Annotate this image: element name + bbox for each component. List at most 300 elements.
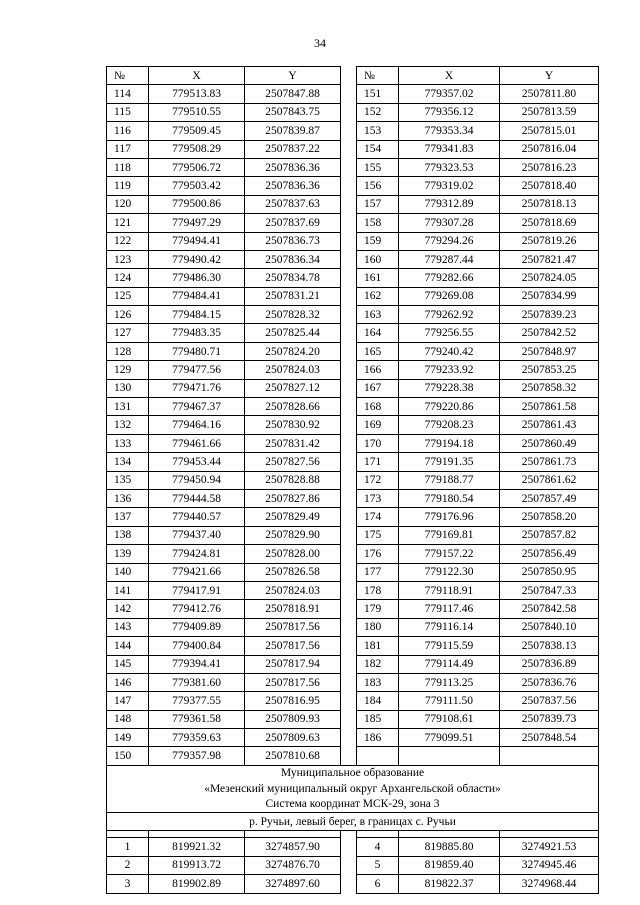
x-coordinate: 779461.66 — [149, 434, 245, 452]
point-number: 154 — [357, 140, 399, 158]
x-coordinate: 779477.56 — [149, 361, 245, 379]
table-row — [107, 287, 599, 305]
y-coordinate — [500, 747, 599, 765]
header-number: № — [357, 67, 399, 85]
point-number: 149 — [107, 729, 149, 747]
x-coordinate: 779513.83 — [149, 85, 245, 103]
table-row — [107, 875, 599, 893]
y-coordinate: 2507856.49 — [500, 545, 599, 563]
point-number: 153 — [357, 122, 399, 140]
y-coordinate: 2507842.52 — [500, 324, 599, 342]
y-coordinate: 2507815.01 — [500, 122, 599, 140]
coordinates-table — [106, 66, 599, 894]
y-coordinate: 2507860.49 — [500, 434, 599, 452]
table-row — [107, 563, 599, 581]
column-gap — [341, 158, 357, 176]
x-coordinate: 779357.02 — [399, 85, 500, 103]
point-number: 143 — [107, 618, 149, 636]
x-coordinate: 819885.80 — [399, 838, 500, 856]
x-coordinate: 779113.25 — [399, 673, 500, 691]
table-row — [107, 545, 599, 563]
column-gap — [341, 710, 357, 728]
table-row — [107, 416, 599, 434]
point-number: 136 — [107, 489, 149, 507]
y-coordinate: 2507836.73 — [245, 232, 341, 250]
table-row — [107, 85, 599, 103]
y-coordinate: 2507824.03 — [245, 581, 341, 599]
column-gap — [341, 856, 357, 874]
column-gap — [341, 434, 357, 452]
x-coordinate: 819921.32 — [149, 838, 245, 856]
y-coordinate: 2507839.73 — [500, 710, 599, 728]
table-row — [107, 269, 599, 287]
x-coordinate: 779483.35 — [149, 324, 245, 342]
point-number: 126 — [107, 306, 149, 324]
point-number: 151 — [357, 85, 399, 103]
y-coordinate: 2507824.05 — [500, 269, 599, 287]
point-number: 124 — [107, 269, 149, 287]
y-coordinate: 2507847.88 — [245, 85, 341, 103]
column-gap — [341, 306, 357, 324]
y-coordinate: 2507836.36 — [245, 158, 341, 176]
point-number: 135 — [107, 471, 149, 489]
point-number: 178 — [357, 581, 399, 599]
point-number: 168 — [357, 398, 399, 416]
column-gap — [341, 729, 357, 747]
point-number: 1 — [107, 838, 149, 856]
x-coordinate: 779191.35 — [399, 453, 500, 471]
x-coordinate — [399, 747, 500, 765]
point-number: 160 — [357, 250, 399, 268]
point-number: 181 — [357, 637, 399, 655]
table-row — [107, 526, 599, 544]
table-row — [107, 692, 599, 710]
x-coordinate: 779117.46 — [399, 600, 500, 618]
point-number: 166 — [357, 361, 399, 379]
column-gap — [341, 250, 357, 268]
y-coordinate: 2507836.36 — [245, 177, 341, 195]
point-number: 172 — [357, 471, 399, 489]
column-gap — [341, 67, 357, 85]
table-row — [107, 618, 599, 636]
point-number — [357, 747, 399, 765]
point-number: 120 — [107, 195, 149, 213]
column-gap — [341, 361, 357, 379]
point-number: 118 — [107, 158, 149, 176]
y-coordinate: 2507847.33 — [500, 581, 599, 599]
y-coordinate: 2507836.34 — [245, 250, 341, 268]
table-row — [107, 489, 599, 507]
x-coordinate: 779099.51 — [399, 729, 500, 747]
column-gap — [341, 103, 357, 121]
point-number: 127 — [107, 324, 149, 342]
y-coordinate: 2507839.87 — [245, 122, 341, 140]
y-coordinate: 2507836.76 — [500, 673, 599, 691]
table-row — [107, 177, 599, 195]
x-coordinate: 779341.83 — [399, 140, 500, 158]
x-coordinate: 779421.66 — [149, 563, 245, 581]
table-row — [107, 122, 599, 140]
x-coordinate: 779269.08 — [399, 287, 500, 305]
column-gap — [341, 875, 357, 893]
point-number: 173 — [357, 489, 399, 507]
y-coordinate: 2507843.75 — [245, 103, 341, 121]
y-coordinate: 2507811.80 — [500, 85, 599, 103]
x-coordinate: 779508.29 — [149, 140, 245, 158]
x-coordinate: 819822.37 — [399, 875, 500, 893]
x-coordinate: 779506.72 — [149, 158, 245, 176]
x-coordinate: 779484.41 — [149, 287, 245, 305]
x-coordinate: 779294.26 — [399, 232, 500, 250]
y-coordinate: 2507827.56 — [245, 453, 341, 471]
point-number: 141 — [107, 581, 149, 599]
column-gap — [341, 140, 357, 158]
table-header-row — [107, 67, 599, 85]
y-coordinate: 2507825.44 — [245, 324, 341, 342]
column-gap — [341, 398, 357, 416]
point-number: 164 — [357, 324, 399, 342]
x-coordinate: 779486.30 — [149, 269, 245, 287]
table-row — [107, 655, 599, 673]
point-number: 177 — [357, 563, 399, 581]
x-coordinate: 779450.94 — [149, 471, 245, 489]
y-coordinate: 2507830.92 — [245, 416, 341, 434]
x-coordinate: 779115.59 — [399, 637, 500, 655]
x-coordinate: 819859.40 — [399, 856, 500, 874]
column-gap — [341, 563, 357, 581]
x-coordinate: 779464.16 — [149, 416, 245, 434]
y-coordinate: 3274857.90 — [245, 838, 341, 856]
y-coordinate: 3274968.44 — [500, 875, 599, 893]
table-row — [107, 581, 599, 599]
table-row — [107, 673, 599, 691]
table-row — [107, 637, 599, 655]
x-coordinate: 779480.71 — [149, 342, 245, 360]
point-number: 133 — [107, 434, 149, 452]
x-coordinate: 779233.92 — [399, 361, 500, 379]
table-row — [107, 453, 599, 471]
table-row — [107, 600, 599, 618]
y-coordinate: 2507831.21 — [245, 287, 341, 305]
column-gap — [341, 471, 357, 489]
x-coordinate: 779400.84 — [149, 637, 245, 655]
point-number: 157 — [357, 195, 399, 213]
y-coordinate: 2507828.66 — [245, 398, 341, 416]
point-number: 148 — [107, 710, 149, 728]
y-coordinate: 2507824.03 — [245, 361, 341, 379]
x-coordinate: 819902.89 — [149, 875, 245, 893]
y-coordinate: 3274876.70 — [245, 856, 341, 874]
column-gap — [341, 508, 357, 526]
x-coordinate: 779220.86 — [399, 398, 500, 416]
x-coordinate: 779111.50 — [399, 692, 500, 710]
column-gap — [341, 122, 357, 140]
y-coordinate: 2507821.47 — [500, 250, 599, 268]
x-coordinate: 779437.40 — [149, 526, 245, 544]
x-coordinate: 779500.86 — [149, 195, 245, 213]
column-gap — [341, 655, 357, 673]
y-coordinate: 2507817.56 — [245, 618, 341, 636]
table-row — [107, 729, 599, 747]
point-number: 140 — [107, 563, 149, 581]
y-coordinate: 2507829.90 — [245, 526, 341, 544]
x-coordinate: 779240.42 — [399, 342, 500, 360]
x-coordinate: 779118.91 — [399, 581, 500, 599]
column-gap — [341, 581, 357, 599]
y-coordinate: 2507817.94 — [245, 655, 341, 673]
y-coordinate: 2507839.23 — [500, 306, 599, 324]
x-coordinate: 779194.18 — [399, 434, 500, 452]
table-row — [107, 710, 599, 728]
point-number: 171 — [357, 453, 399, 471]
point-number: 170 — [357, 434, 399, 452]
column-gap — [341, 692, 357, 710]
point-number: 117 — [107, 140, 149, 158]
y-coordinate: 2507857.82 — [500, 526, 599, 544]
point-number: 165 — [357, 342, 399, 360]
x-coordinate: 779319.02 — [399, 177, 500, 195]
column-gap — [341, 489, 357, 507]
table-row — [107, 214, 599, 232]
x-coordinate: 779497.29 — [149, 214, 245, 232]
point-number: 131 — [107, 398, 149, 416]
column-gap — [341, 287, 357, 305]
x-coordinate: 779467.37 — [149, 398, 245, 416]
column-gap — [341, 195, 357, 213]
section-title-line1: Муниципальное образование — [107, 765, 599, 781]
point-number: 175 — [357, 526, 399, 544]
point-number: 186 — [357, 729, 399, 747]
y-coordinate: 2507848.54 — [500, 729, 599, 747]
y-coordinate: 2507809.63 — [245, 729, 341, 747]
subsection-title: р. Ручьи, левый берег, в границах с. Ручьи — [107, 813, 599, 831]
y-coordinate: 2507837.56 — [500, 692, 599, 710]
x-coordinate: 779417.91 — [149, 581, 245, 599]
x-coordinate: 779424.81 — [149, 545, 245, 563]
point-number: 3 — [107, 875, 149, 893]
point-number: 144 — [107, 637, 149, 655]
subsection-row — [107, 813, 599, 831]
y-coordinate: 2507817.56 — [245, 637, 341, 655]
x-coordinate: 779282.66 — [399, 269, 500, 287]
x-coordinate: 779256.55 — [399, 324, 500, 342]
column-gap — [341, 838, 357, 856]
header-y: Y — [500, 67, 599, 85]
point-number: 119 — [107, 177, 149, 195]
point-number: 4 — [357, 838, 399, 856]
point-number: 139 — [107, 545, 149, 563]
y-coordinate: 2507836.89 — [500, 655, 599, 673]
table-row — [107, 856, 599, 874]
x-coordinate: 779287.44 — [399, 250, 500, 268]
x-coordinate: 779361.58 — [149, 710, 245, 728]
x-coordinate: 779312.89 — [399, 195, 500, 213]
y-coordinate: 2507853.25 — [500, 361, 599, 379]
y-coordinate: 2507858.32 — [500, 379, 599, 397]
y-coordinate: 2507842.58 — [500, 600, 599, 618]
y-coordinate: 3274945.46 — [500, 856, 599, 874]
column-gap — [341, 453, 357, 471]
section-title-line2: «Мезенский муниципальный округ Архангельской области» — [107, 781, 599, 797]
x-coordinate: 779116.14 — [399, 618, 500, 636]
y-coordinate: 2507827.12 — [245, 379, 341, 397]
point-number: 167 — [357, 379, 399, 397]
y-coordinate: 2507810.68 — [245, 747, 341, 765]
point-number: 145 — [107, 655, 149, 673]
column-gap — [341, 177, 357, 195]
point-number: 121 — [107, 214, 149, 232]
column-gap — [341, 600, 357, 618]
column-gap — [341, 416, 357, 434]
y-coordinate: 2507818.91 — [245, 600, 341, 618]
point-number: 156 — [357, 177, 399, 195]
x-coordinate: 779453.44 — [149, 453, 245, 471]
header-y: Y — [245, 67, 341, 85]
y-coordinate: 2507829.49 — [245, 508, 341, 526]
table-row — [107, 398, 599, 416]
point-number: 5 — [357, 856, 399, 874]
y-coordinate: 2507861.73 — [500, 453, 599, 471]
x-coordinate: 779409.89 — [149, 618, 245, 636]
point-number: 155 — [357, 158, 399, 176]
header-x: X — [149, 67, 245, 85]
point-number: 185 — [357, 710, 399, 728]
table-row — [107, 471, 599, 489]
y-coordinate: 2507813.59 — [500, 103, 599, 121]
point-number: 174 — [357, 508, 399, 526]
x-coordinate: 779394.41 — [149, 655, 245, 673]
header-x: X — [399, 67, 500, 85]
table-row — [107, 232, 599, 250]
column-gap — [341, 379, 357, 397]
x-coordinate: 819913.72 — [149, 856, 245, 874]
y-coordinate: 2507850.95 — [500, 563, 599, 581]
y-coordinate: 2507857.49 — [500, 489, 599, 507]
table-row — [107, 140, 599, 158]
x-coordinate: 779490.42 — [149, 250, 245, 268]
column-gap — [341, 618, 357, 636]
point-number: 6 — [357, 875, 399, 893]
x-coordinate: 779169.81 — [399, 526, 500, 544]
section-title-row — [107, 797, 599, 813]
point-number: 184 — [357, 692, 399, 710]
x-coordinate: 779114.49 — [399, 655, 500, 673]
point-number: 138 — [107, 526, 149, 544]
header-number: № — [107, 67, 149, 85]
x-coordinate: 779494.41 — [149, 232, 245, 250]
x-coordinate: 779228.38 — [399, 379, 500, 397]
page-number: 34 — [314, 36, 326, 50]
point-number: 125 — [107, 287, 149, 305]
y-coordinate: 2507861.62 — [500, 471, 599, 489]
column-gap — [341, 85, 357, 103]
section-title-row — [107, 765, 599, 781]
column-gap — [341, 526, 357, 544]
x-coordinate: 779188.77 — [399, 471, 500, 489]
table-row — [107, 379, 599, 397]
point-number: 116 — [107, 122, 149, 140]
y-coordinate: 2507837.69 — [245, 214, 341, 232]
table-row — [107, 838, 599, 856]
x-coordinate: 779509.45 — [149, 122, 245, 140]
x-coordinate: 779208.23 — [399, 416, 500, 434]
point-number: 128 — [107, 342, 149, 360]
x-coordinate: 779503.42 — [149, 177, 245, 195]
x-coordinate: 779471.76 — [149, 379, 245, 397]
point-number: 150 — [107, 747, 149, 765]
x-coordinate: 779356.12 — [399, 103, 500, 121]
x-coordinate: 779381.60 — [149, 673, 245, 691]
y-coordinate: 2507824.20 — [245, 342, 341, 360]
y-coordinate: 2507809.93 — [245, 710, 341, 728]
y-coordinate: 2507817.56 — [245, 673, 341, 691]
x-coordinate: 779377.55 — [149, 692, 245, 710]
x-coordinate: 779262.92 — [399, 306, 500, 324]
column-gap — [341, 214, 357, 232]
point-number: 163 — [357, 306, 399, 324]
y-coordinate: 2507826.58 — [245, 563, 341, 581]
point-number: 180 — [357, 618, 399, 636]
x-coordinate: 779157.22 — [399, 545, 500, 563]
point-number: 134 — [107, 453, 149, 471]
point-number: 147 — [107, 692, 149, 710]
column-gap — [341, 637, 357, 655]
x-coordinate: 779359.63 — [149, 729, 245, 747]
y-coordinate: 2507838.13 — [500, 637, 599, 655]
x-coordinate: 779484.15 — [149, 306, 245, 324]
x-coordinate: 779510.55 — [149, 103, 245, 121]
y-coordinate: 2507834.99 — [500, 287, 599, 305]
point-number: 2 — [107, 856, 149, 874]
table-row — [107, 361, 599, 379]
table-row — [107, 250, 599, 268]
point-number: 182 — [357, 655, 399, 673]
y-coordinate: 2507837.63 — [245, 195, 341, 213]
y-coordinate: 2507827.86 — [245, 489, 341, 507]
table-row — [107, 508, 599, 526]
table-row — [107, 324, 599, 342]
y-coordinate: 2507816.04 — [500, 140, 599, 158]
table-row — [107, 747, 599, 765]
column-gap — [341, 324, 357, 342]
coordinate-system-label: Система координат МСК-29, зона 3 — [107, 797, 599, 813]
point-number: 129 — [107, 361, 149, 379]
point-number: 115 — [107, 103, 149, 121]
y-coordinate: 2507861.58 — [500, 398, 599, 416]
point-number: 137 — [107, 508, 149, 526]
table-row — [107, 342, 599, 360]
column-gap — [341, 673, 357, 691]
section-title-row — [107, 781, 599, 797]
point-number: 162 — [357, 287, 399, 305]
y-coordinate: 2507831.42 — [245, 434, 341, 452]
y-coordinate: 2507861.43 — [500, 416, 599, 434]
x-coordinate: 779412.76 — [149, 600, 245, 618]
y-coordinate: 2507818.40 — [500, 177, 599, 195]
column-gap — [341, 342, 357, 360]
y-coordinate: 2507818.69 — [500, 214, 599, 232]
table-row — [107, 434, 599, 452]
x-coordinate: 779176.96 — [399, 508, 500, 526]
x-coordinate: 779122.30 — [399, 563, 500, 581]
column-gap — [341, 232, 357, 250]
point-number: 169 — [357, 416, 399, 434]
point-number: 132 — [107, 416, 149, 434]
y-coordinate: 2507834.78 — [245, 269, 341, 287]
y-coordinate: 2507818.13 — [500, 195, 599, 213]
column-gap — [341, 747, 357, 765]
table-row — [107, 306, 599, 324]
